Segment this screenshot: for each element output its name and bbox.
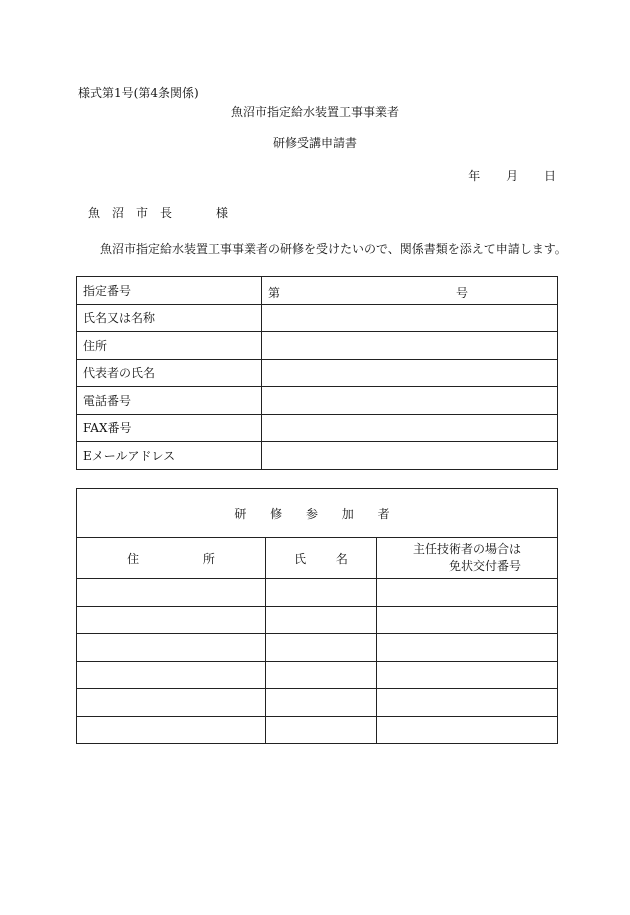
designation-suffix: 号 (456, 286, 469, 300)
date-month: 月 (506, 169, 519, 183)
column-header-name: 氏 名 (266, 538, 377, 579)
participant-license-cell[interactable] (377, 579, 558, 607)
representative-name-field[interactable] (262, 359, 558, 387)
license-header-line2: 免状交付番号 (448, 559, 521, 573)
participant-address-cell[interactable] (77, 579, 266, 607)
row-label: 住所 (77, 332, 262, 360)
addressee-char: 魚 (88, 206, 101, 220)
table-row (77, 579, 558, 607)
row-label: 代表者の氏名 (77, 359, 262, 387)
column-header-license (377, 538, 558, 579)
row-label: 氏名又は名称 (77, 304, 262, 332)
addressee (88, 204, 228, 221)
table-row (77, 442, 558, 470)
document-title-line1: 魚沼市指定給水装置工事事業者 (230, 105, 399, 119)
table-row (77, 304, 558, 332)
participant-name-cell[interactable] (266, 634, 377, 662)
document-title-line2: 研修受講申請書 (272, 136, 357, 150)
table-row (77, 716, 558, 744)
form-number: 様式第1号(第4条関係) (78, 86, 199, 100)
column-header-row (77, 538, 558, 579)
table-row (77, 277, 558, 305)
participant-license-cell[interactable] (377, 634, 558, 662)
participants-heading: 研 修 参 加 者 (77, 489, 558, 538)
table-row (77, 689, 558, 717)
participant-license-cell[interactable] (377, 716, 558, 744)
table-row (77, 332, 558, 360)
table-row (77, 387, 558, 415)
participant-license-cell[interactable] (377, 689, 558, 717)
table-row (77, 606, 558, 634)
designation-prefix: 第 (268, 286, 281, 300)
row-label: 指定番号 (77, 277, 262, 305)
applicant-info-table (76, 276, 558, 470)
row-label: Eメールアドレス (77, 442, 262, 470)
participant-license-cell[interactable] (377, 661, 558, 689)
designation-number-field[interactable] (262, 277, 558, 305)
addressee-char: 沼 (112, 206, 125, 220)
addressee-char: 市 (136, 206, 149, 220)
column-header-address: 住 所 (77, 538, 266, 579)
participant-name-cell[interactable] (266, 606, 377, 634)
address-field[interactable] (262, 332, 558, 360)
addressee-honorific: 様 (216, 206, 229, 220)
participant-address-cell[interactable] (77, 634, 266, 662)
participant-address-cell[interactable] (77, 716, 266, 744)
row-label: FAX番号 (77, 414, 262, 442)
table-row (77, 661, 558, 689)
participant-name-cell[interactable] (266, 716, 377, 744)
row-label: 電話番号 (77, 387, 262, 415)
participants-table (76, 488, 558, 744)
participant-name-cell[interactable] (266, 661, 377, 689)
application-statement: 魚沼市指定給水装置工事事業者の研修を受けたいので、関係書類を添えて申請します。 (100, 242, 567, 256)
table-row (77, 414, 558, 442)
participant-address-cell[interactable] (77, 661, 266, 689)
participant-address-cell[interactable] (77, 689, 266, 717)
date-line (468, 167, 556, 184)
fax-field[interactable] (262, 414, 558, 442)
table-row (77, 359, 558, 387)
license-header-line1: 主任技術者の場合は (412, 542, 521, 556)
participant-license-cell[interactable] (377, 606, 558, 634)
addressee-char: 長 (160, 206, 173, 220)
email-field[interactable] (262, 442, 558, 470)
date-year: 年 (468, 169, 481, 183)
table-row (77, 634, 558, 662)
participant-name-cell[interactable] (266, 579, 377, 607)
phone-field[interactable] (262, 387, 558, 415)
participant-name-cell[interactable] (266, 689, 377, 717)
table-heading-row (77, 489, 558, 538)
name-field[interactable] (262, 304, 558, 332)
date-day: 日 (543, 169, 556, 183)
participant-address-cell[interactable] (77, 606, 266, 634)
